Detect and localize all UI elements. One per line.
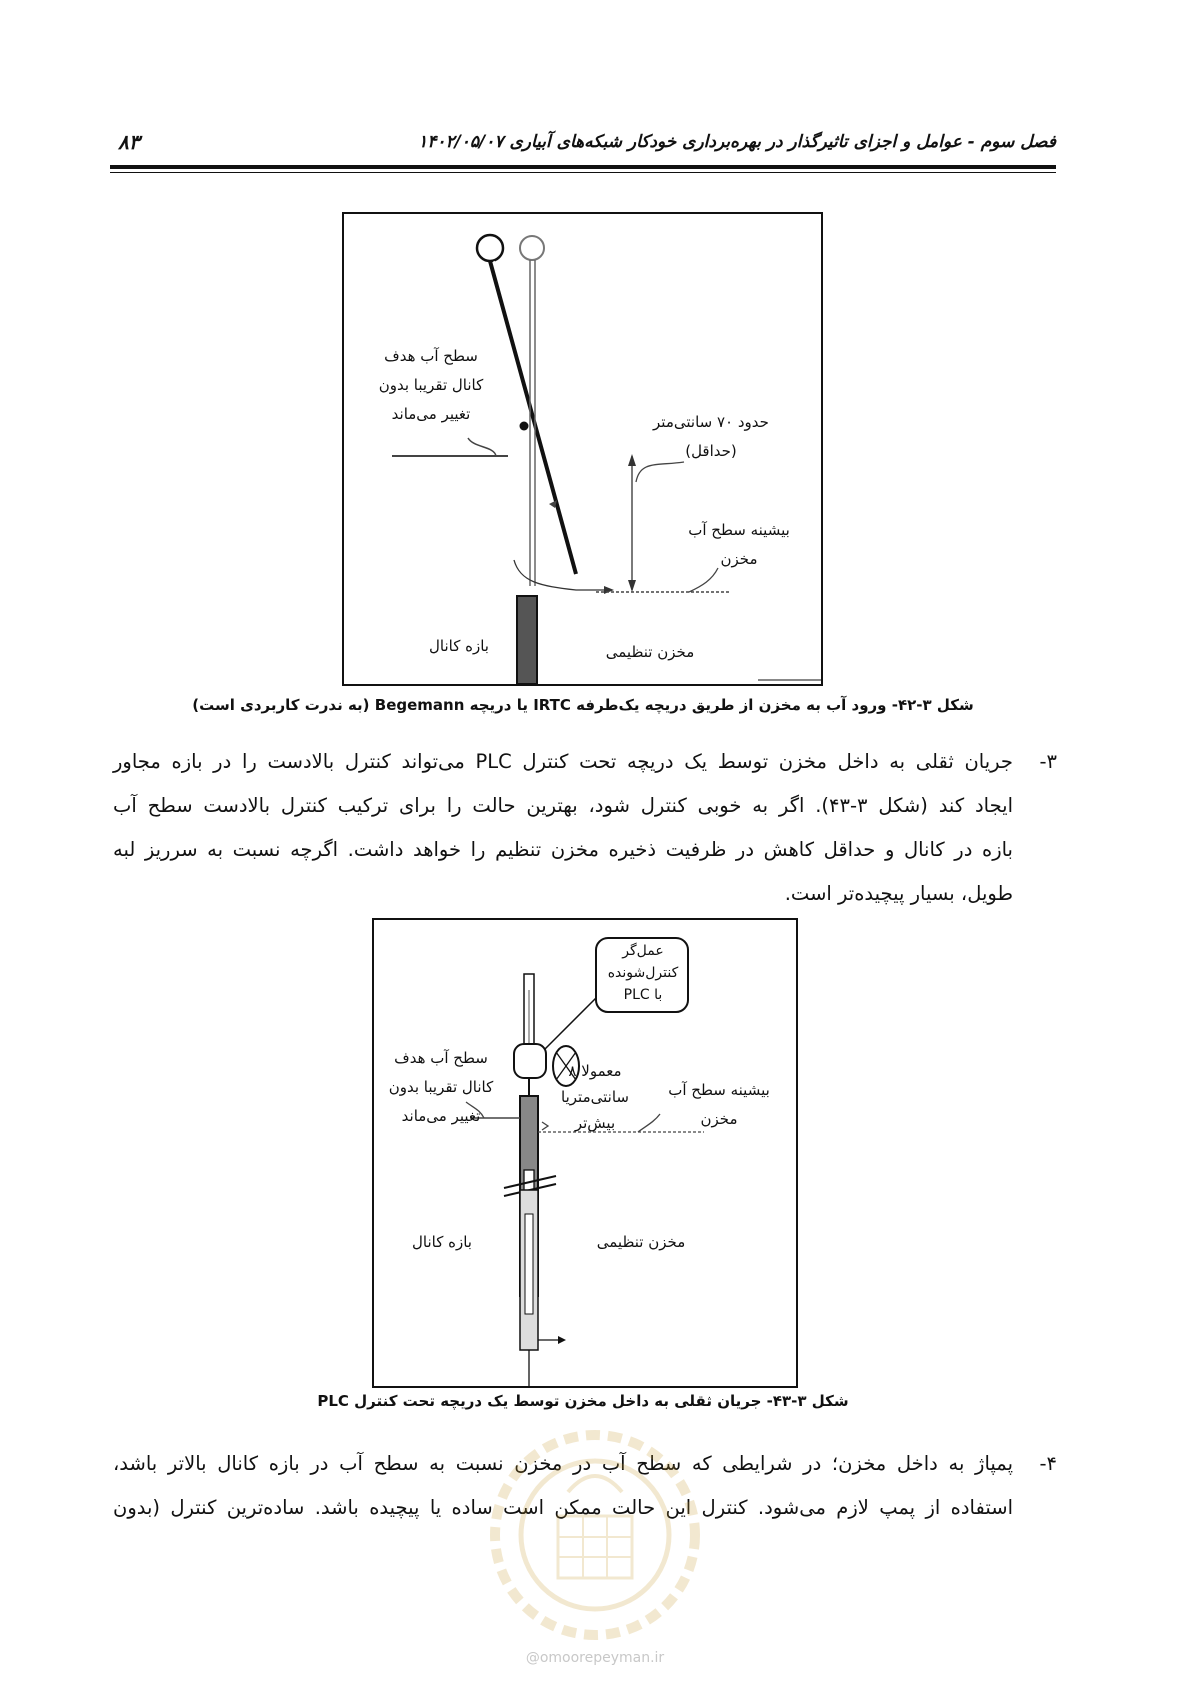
label-max-reservoir-level: بیشینه سطح آب مخزن [668, 1081, 770, 1128]
item-number: ۴- [1039, 1452, 1057, 1475]
paragraph-line: طویل، بسیار پیچیده‌تر است. [784, 882, 1013, 905]
paragraph-line: جریان ثقلی به داخل مخزن توسط یک دریچه تحت کنترل PLC می‌تواند کنترل بالادست را در بازه مجاور [113, 750, 1013, 773]
header-rule-thin [110, 172, 1056, 173]
figure-plc-gate [372, 918, 798, 1388]
watermark-url: @omoorepeyman.ir [525, 1650, 665, 1666]
paragraph-line: بازه در کانال و حداقل کاهش در ظرفیت ذخیره مخزن تنظیم را خواهد داشت. اگرچه نسبت به سرریز لبه [113, 838, 1013, 861]
label-regulating-reservoir: مخزن تنظیمی [596, 1233, 686, 1251]
label-height-8cm: معمولا ۸ سانتی‌متریا بیش‌تر [561, 1062, 629, 1132]
figure-plc-gate-drawing [374, 920, 796, 1386]
chapter-title: فصل سوم - عوامل و اجزای تاثیرگذار در بهره‌برداری خودکار شبکه‌های آبیاری ۱۴۰۲/۰۵/۰۷ [418, 132, 1056, 152]
label-target-water-level: سطح آب هدف کانال تقریبا بدون تغییر می‌ماند [388, 1049, 494, 1125]
paragraph-line: ایجاد کند (شکل ۳-۴۳). اگر به خوبی کنترل شود، بهترین حالت را برای ترکیب کنترل بالادست سطح آب [113, 794, 1013, 817]
counterweight-ball [477, 235, 503, 261]
paragraph-item-4 [113, 1442, 1057, 1530]
page-number: ۸۳ [118, 130, 140, 154]
label-max-reservoir-level: بیشینه سطح آب مخزن [688, 521, 790, 568]
weir-wall [517, 596, 537, 684]
figure-2-caption: شکل ۳-۴۳- جریان ثقلی به داخل مخزن توسط یک دریچه تحت کنترل PLC [317, 1392, 849, 1410]
counterweight-ball-ghost [520, 236, 544, 260]
label-height-70cm: حدود ۷۰ سانتی‌متر (حداقل) [653, 413, 769, 460]
gate-arm [490, 261, 576, 574]
figure-irtc-gate [342, 212, 823, 686]
paragraph-line: استفاده از پمپ لازم می‌شود. کنترل این حالت ممکن است ساده یا پیچیده باشد. ساده‌ترین کنترل (بدون [113, 1496, 1013, 1519]
paragraph-line: پمپاژ به داخل مخزن؛ در شرایطی که سطح آب در مخزن نسبت به سطح آب در بازه کانال بالاتر باشد، [113, 1452, 1013, 1475]
label-canal-reach: بازه کانال [412, 1233, 472, 1251]
label-plc-actuator: عمل‌گر کنترل‌شونده با PLC [607, 943, 679, 1003]
gate-motor [514, 1044, 546, 1078]
header-rule-thick [110, 165, 1056, 169]
page-header [110, 128, 1056, 156]
paragraph-item-3 [113, 740, 1057, 916]
label-target-water-level: سطح آب هدف کانال تقریبا بدون تغییر می‌ماند [378, 347, 484, 423]
figure-1-caption: شکل ۳-۴۲- ورود آب به مخزن از طریق دریچه یک‌طرفه IRTC یا دریچه Begemann (به ندرت کاربردی است) [192, 696, 974, 714]
label-canal-reach: بازه کانال [429, 637, 489, 655]
label-regulating-reservoir: مخزن تنظیمی [605, 643, 695, 661]
hinge-point [520, 422, 529, 431]
item-number: ۳- [1039, 750, 1057, 773]
